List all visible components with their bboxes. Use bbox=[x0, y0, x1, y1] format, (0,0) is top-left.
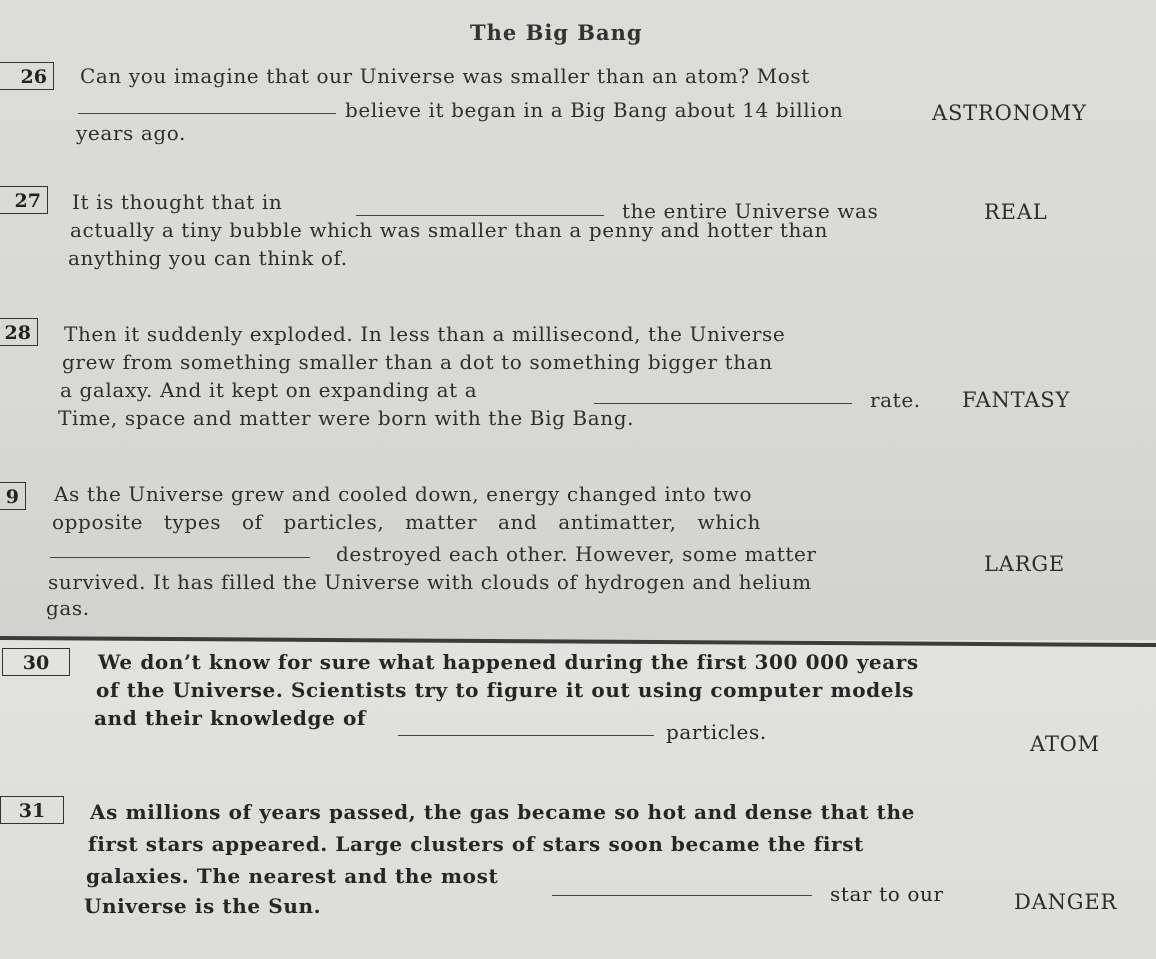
answer-blank[interactable] bbox=[398, 735, 654, 736]
question-text-line: of the Universe. Scientists try to figure it out using computer models bbox=[96, 678, 915, 702]
question-number: 30 bbox=[2, 648, 70, 676]
answer-blank[interactable] bbox=[552, 895, 812, 896]
question-text-line: first stars appeared. Large clusters of stars soon became the first bbox=[88, 832, 864, 856]
question-text-line: Then it suddenly exploded. In less than a millisecond, the Universe bbox=[64, 322, 786, 346]
word-prompt: ASTRONOMY bbox=[932, 101, 1087, 125]
question-text-line: gas. bbox=[46, 596, 90, 620]
question-text-line: opposite types of particles, matter and antimatter, which bbox=[52, 510, 761, 534]
question-text-line: the entire Universe was bbox=[622, 199, 879, 223]
question-text-line: Time, space and matter were born with the Big Bang. bbox=[58, 406, 635, 430]
word-prompt: LARGE bbox=[984, 552, 1066, 576]
answer-blank[interactable] bbox=[594, 403, 852, 404]
answer-blank[interactable] bbox=[50, 557, 310, 558]
word-prompt: DANGER bbox=[1014, 890, 1118, 914]
question-text-line: years ago. bbox=[76, 121, 187, 145]
question-text-line: rate. bbox=[870, 388, 921, 412]
word-prompt: ATOM bbox=[1030, 732, 1100, 756]
question-number: 28 bbox=[0, 318, 38, 346]
answer-blank[interactable] bbox=[356, 215, 604, 216]
question-text-line: Can you imagine that our Universe was smaller than an atom? Most bbox=[80, 64, 810, 88]
question-number: 31 bbox=[0, 796, 64, 824]
question-text-line: particles. bbox=[666, 720, 767, 744]
word-prompt: REAL bbox=[984, 200, 1048, 224]
question-text-line: survived. It has filled the Universe with clouds of hydrogen and helium bbox=[48, 570, 812, 594]
answer-blank[interactable] bbox=[78, 113, 336, 114]
question-text-line: a galaxy. And it kept on expanding at a bbox=[60, 378, 478, 402]
question-text-line: As the Universe grew and cooled down, energy changed into two bbox=[54, 482, 753, 506]
question-text-line: destroyed each other. However, some matter bbox=[336, 542, 817, 566]
question-number: 27 bbox=[0, 186, 48, 214]
page-title: The Big Bang bbox=[470, 20, 643, 45]
question-text-line: We don’t know for sure what happened during the first 300 000 years bbox=[98, 650, 919, 674]
question-text-line: It is thought that in bbox=[72, 190, 283, 214]
question-number: 9 bbox=[0, 482, 26, 510]
question-text-line: galaxies. The nearest and the most bbox=[86, 864, 499, 888]
question-text-line: Universe is the Sun. bbox=[84, 894, 322, 918]
question-text-line: As millions of years passed, the gas became so hot and dense that the bbox=[90, 800, 915, 824]
question-text-line: anything you can think of. bbox=[68, 246, 348, 270]
word-prompt: FANTASY bbox=[962, 388, 1071, 412]
question-text-line: and their knowledge of bbox=[94, 706, 367, 730]
question-text-line: star to our bbox=[830, 882, 944, 906]
question-text-line: actually a tiny bubble which was smaller than a penny and hotter than bbox=[70, 218, 829, 242]
question-text-line: believe it began in a Big Bang about 14 billion bbox=[345, 98, 844, 122]
question-text-line: grew from something smaller than a dot to something bigger than bbox=[62, 350, 773, 374]
question-number: 26 bbox=[0, 62, 54, 90]
